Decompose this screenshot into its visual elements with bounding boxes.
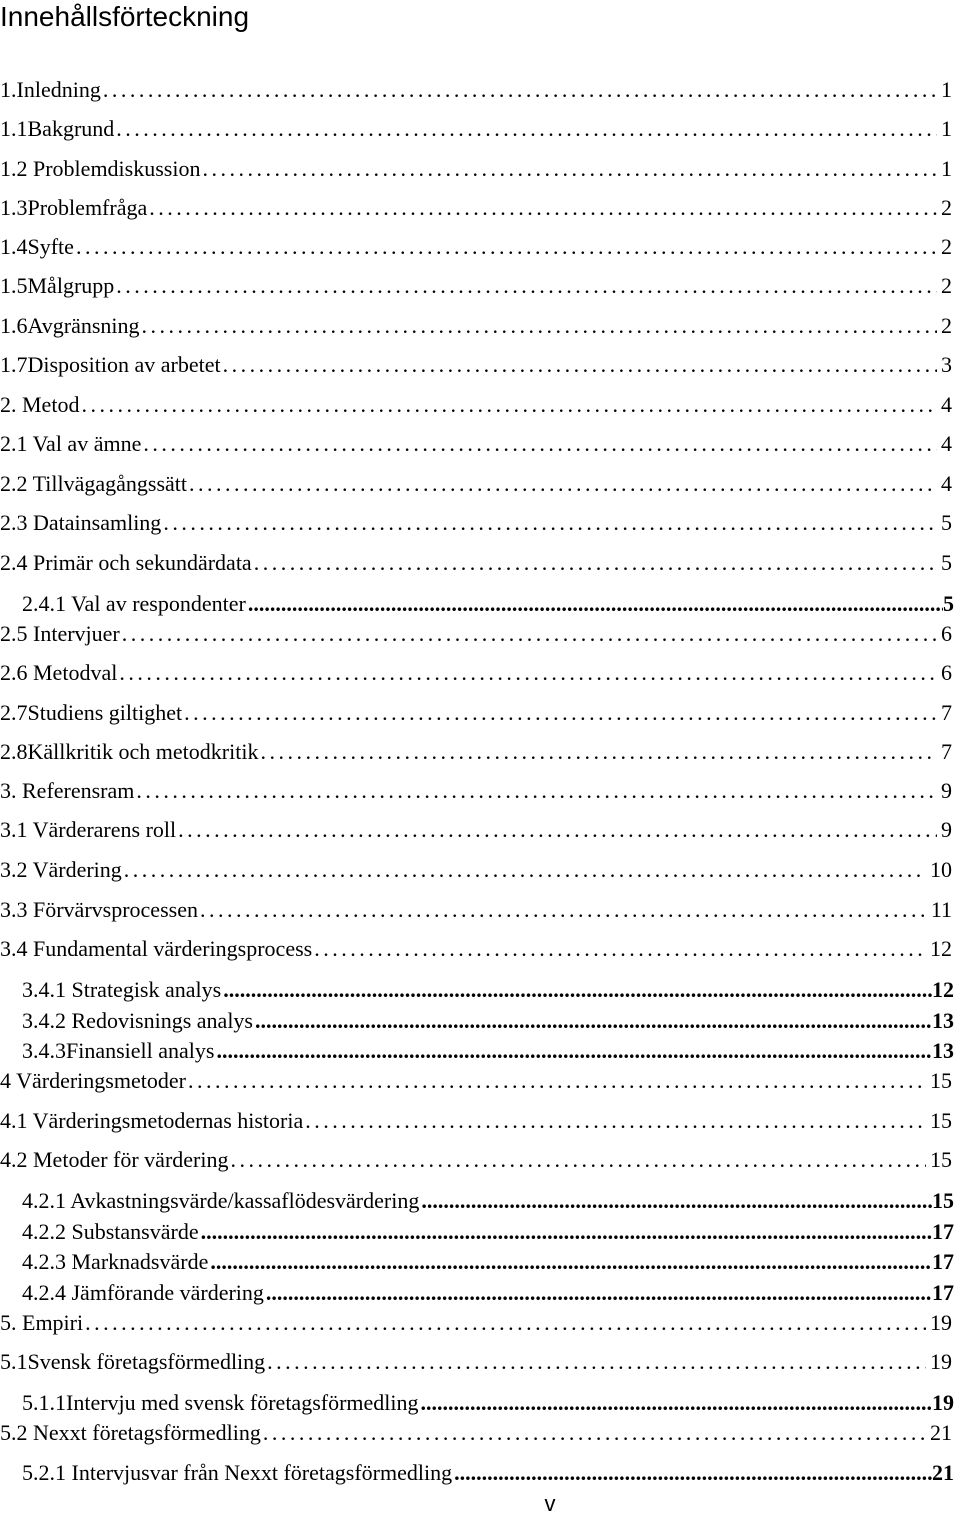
toc-entry-page: 17 — [932, 1219, 954, 1244]
toc-entry-label: 5.1.1Intervju med svensk företagsförmedling — [22, 1390, 419, 1415]
toc-entry[interactable] — [0, 659, 952, 687]
toc-entry[interactable] — [0, 935, 952, 963]
toc-leader-dots — [85, 1309, 926, 1337]
toc-entry-page: 21 — [930, 1420, 952, 1445]
toc-entry-page: 21 — [932, 1460, 954, 1485]
toc-entry[interactable] — [0, 549, 952, 577]
toc-entry-page: 5 — [941, 550, 952, 575]
toc-entry-page: 4 — [941, 431, 952, 456]
toc-entry-page: 12 — [932, 977, 954, 1002]
toc-entry-label: 2.5 Intervjuer — [0, 621, 120, 646]
toc-entry[interactable] — [0, 470, 952, 498]
toc-entry[interactable] — [0, 896, 952, 924]
toc-entry-page: 12 — [930, 936, 952, 961]
toc-leader-dots — [200, 896, 927, 924]
toc-entry[interactable] — [0, 272, 952, 300]
toc-entry[interactable] — [0, 312, 952, 340]
toc-entry-page: 7 — [941, 700, 952, 725]
toc-leader-dots — [124, 856, 926, 884]
toc-leader-dots — [263, 1419, 926, 1447]
toc-entry-label: 2. Metod — [0, 392, 80, 417]
toc-entry-label: 1.2 Problemdiskussion — [0, 156, 201, 181]
toc-entry-page: 5 — [943, 591, 954, 616]
toc-entry-page: 5 — [941, 510, 952, 535]
toc-entry[interactable] — [0, 1146, 952, 1174]
toc-entry[interactable] — [0, 620, 952, 648]
toc-entry-label: 3.4.2 Redovisnings analys — [22, 1008, 253, 1033]
toc-entry-page: 17 — [932, 1280, 954, 1305]
toc-leader-dots — [255, 1007, 932, 1035]
toc-entry-label: 5.1Svensk företagsförmedling — [0, 1349, 266, 1374]
toc-leader-dots — [119, 659, 937, 687]
toc-entry-page: 9 — [941, 778, 952, 803]
toc-entry[interactable] — [0, 430, 952, 458]
toc-entry-page: 13 — [932, 1008, 954, 1033]
toc-entry-label: 4 Värderingsmetoder — [0, 1068, 186, 1093]
toc-leader-dots — [266, 1279, 932, 1307]
toc-leader-dots — [305, 1107, 926, 1135]
toc-entry-page: 15 — [930, 1108, 952, 1133]
toc-entry-page: 9 — [941, 817, 952, 842]
toc-leader-dots — [223, 351, 937, 379]
toc-entry-page: 19 — [932, 1390, 954, 1415]
toc-entry-label: 3.4.1 Strategisk analys — [22, 977, 222, 1002]
toc-leader-dots — [230, 1146, 926, 1174]
toc-entry[interactable] — [0, 1348, 952, 1376]
toc-entry-page: 1 — [941, 156, 952, 181]
toc-entry-label: 1.1Bakgrund — [0, 116, 115, 141]
toc-entry[interactable] — [0, 1419, 952, 1447]
toc-leader-dots — [136, 777, 937, 805]
toc-entry-page: 3 — [941, 352, 952, 377]
toc-entry[interactable] — [0, 1067, 952, 1095]
toc-leader-dots — [216, 1037, 932, 1065]
toc-entry-page: 10 — [930, 857, 952, 882]
toc-entry-label: 3.2 Värdering — [0, 857, 122, 882]
toc-leader-dots — [188, 1067, 926, 1095]
toc-entry-page: 17 — [932, 1249, 954, 1274]
toc-entry-page: 4 — [941, 392, 952, 417]
toc-leader-dots — [149, 194, 937, 222]
toc-leader-dots — [116, 115, 937, 143]
toc-entry[interactable] — [0, 351, 952, 379]
page-title: Innehållsförteckning — [0, 1, 250, 32]
toc-entry-label: 4.2.3 Marknadsvärde — [22, 1249, 209, 1274]
toc-leader-dots — [201, 1218, 932, 1246]
toc-entry[interactable] — [22, 1248, 954, 1276]
toc-entry-label: 2.4.1 Val av respondenter — [22, 591, 246, 616]
toc-entry-label: 2.1 Val av ämne — [0, 431, 142, 456]
toc-entry-label: 2.8Källkritik och metodkritik — [0, 739, 259, 764]
toc-entry[interactable] — [22, 590, 954, 618]
toc-entry-page: 2 — [941, 273, 952, 298]
toc-entry[interactable] — [0, 76, 952, 104]
toc-entry-label: 3.4 Fundamental värderingsprocess — [0, 936, 313, 961]
toc-entry-page: 1 — [941, 116, 952, 141]
toc-entry-label: 4.2 Metoder för värdering — [0, 1147, 229, 1172]
toc-entry[interactable] — [0, 194, 952, 222]
toc-entry[interactable] — [0, 777, 952, 805]
toc-entry-label: 4.2.1 Avkastningsvärde/kassaflödesvärdering — [22, 1188, 420, 1213]
toc-entry-page: 11 — [930, 897, 952, 922]
toc-leader-dots — [81, 391, 937, 419]
toc-entry-label: 5. Empiri — [0, 1310, 84, 1335]
toc-leader-dots — [189, 470, 937, 498]
page-number-footer: v — [544, 1491, 556, 1516]
toc-leader-dots — [184, 699, 937, 727]
toc-entry-label: 3.1 Värderarens roll — [0, 817, 177, 842]
toc-entry-label: 2.6 Metodval — [0, 660, 118, 685]
toc-leader-dots — [142, 312, 937, 340]
toc-entry-page: 4 — [941, 471, 952, 496]
toc-entry-page: 13 — [932, 1038, 954, 1063]
toc-entry-page: 15 — [932, 1188, 954, 1213]
toc-leader-dots — [116, 272, 937, 300]
toc-entry[interactable] — [22, 976, 954, 1004]
toc-entry-label: 1.5Målgrupp — [0, 273, 115, 298]
toc-entry-label: 5.2 Nexxt företagsförmedling — [0, 1420, 261, 1445]
toc-entry-page: 19 — [930, 1349, 952, 1374]
toc-entry-label: 1.4Syfte — [0, 234, 74, 259]
toc-entry[interactable] — [0, 233, 952, 261]
toc-entry-page: 15 — [930, 1068, 952, 1093]
toc-entry-label: 4.1 Värderingsmetodernas historia — [0, 1108, 304, 1133]
toc-entry[interactable] — [0, 699, 952, 727]
toc-entry[interactable] — [0, 856, 952, 884]
toc-entry[interactable] — [22, 1389, 954, 1417]
toc-leader-dots — [103, 76, 937, 104]
toc-entry-label: 5.2.1 Intervjusvar från Nexxt företagsförmedling — [22, 1460, 453, 1485]
toc-entry-label: 1.7Disposition av arbetet — [0, 352, 221, 377]
toc-entry[interactable] — [0, 1309, 952, 1337]
toc-entry-page: 2 — [941, 195, 952, 220]
toc-entry[interactable] — [0, 155, 952, 183]
toc-entry[interactable] — [0, 509, 952, 537]
toc-leader-dots — [210, 1248, 932, 1276]
toc-leader-dots — [122, 620, 937, 648]
toc-entry-label: 2.4 Primär och sekundärdata — [0, 550, 252, 575]
toc-entry-label: 2.7Studiens giltighet — [0, 700, 183, 725]
toc-entry-label: 1.Inledning — [0, 77, 101, 102]
toc-leader-dots — [202, 155, 937, 183]
toc-entry-label: 3.4.3Finansiell analys — [22, 1038, 215, 1063]
toc-entry[interactable] — [0, 816, 952, 844]
toc-entry-page: 1 — [941, 77, 952, 102]
toc-entry-label: 3. Referensram — [0, 778, 135, 803]
toc-entry-label: 1.3Problemfråga — [0, 195, 148, 220]
toc-leader-dots — [454, 1459, 932, 1487]
toc-entry-page: 7 — [941, 739, 952, 764]
toc-entry[interactable] — [22, 1187, 954, 1215]
toc-entry-page: 6 — [941, 660, 952, 685]
toc-entry[interactable] — [22, 1459, 954, 1487]
toc-entry-page: 2 — [941, 234, 952, 259]
toc-entry[interactable] — [0, 115, 952, 143]
toc-entry-label: 3.3 Förvärvsprocessen — [0, 897, 198, 922]
toc-leader-dots — [178, 816, 937, 844]
toc-entry-label: 1.6Avgränsning — [0, 313, 140, 338]
toc-entry-page: 19 — [930, 1310, 952, 1335]
toc-leader-dots — [267, 1348, 926, 1376]
toc-entry-page: 2 — [941, 313, 952, 338]
toc-entry-label: 2.2 Tillvägagångssätt — [0, 471, 188, 496]
toc-leader-dots — [421, 1389, 932, 1417]
toc-leader-dots — [163, 509, 937, 537]
toc-leader-dots — [223, 976, 932, 1004]
toc-entry[interactable] — [0, 738, 952, 766]
toc-entry-label: 4.2.2 Substansvärde — [22, 1219, 199, 1244]
toc-entry[interactable] — [22, 1007, 954, 1035]
toc-entry[interactable] — [0, 391, 952, 419]
toc-entry-page: 6 — [941, 621, 952, 646]
toc-entry[interactable] — [22, 1218, 954, 1246]
toc-leader-dots — [260, 738, 937, 766]
toc-leader-dots — [254, 549, 937, 577]
toc-entry[interactable] — [22, 1279, 954, 1307]
toc-leader-dots — [76, 233, 937, 261]
toc-entry[interactable] — [22, 1037, 954, 1065]
toc-leader-dots — [143, 430, 937, 458]
toc-entry[interactable] — [0, 1107, 952, 1135]
toc-entry-label: 2.3 Datainsamling — [0, 510, 162, 535]
toc-entry-page: 15 — [930, 1147, 952, 1172]
toc-leader-dots — [421, 1187, 932, 1215]
toc-leader-dots — [314, 935, 926, 963]
toc-entry-label: 4.2.4 Jämförande värdering — [22, 1280, 264, 1305]
toc-leader-dots — [248, 590, 943, 618]
